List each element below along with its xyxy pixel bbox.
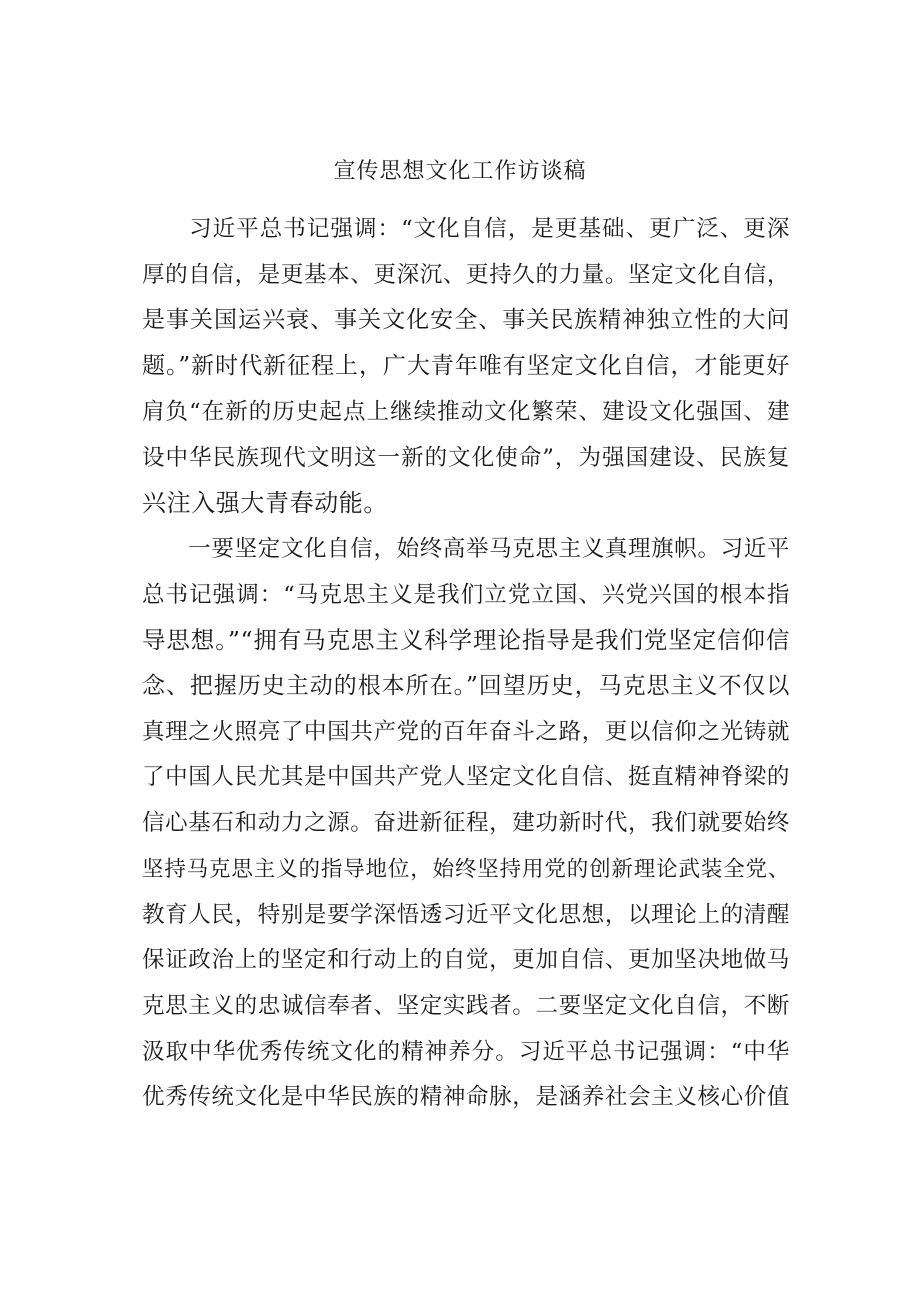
text-line: 总书记强调：“马克思主义是我们立党立国、兴党兴国的根本指 [142,581,790,608]
text-line: 一要坚定文化自信，始终高举马克思主义真理旗帜。习近平 [142,535,790,562]
text-line: 题。”新时代新征程上，广大青年唯有坚定文化自信，才能更好 [142,353,790,380]
text-line: 兴注入强大青春动能。 [142,489,388,518]
text-line: 导思想。”“拥有马克思主义科学理论指导是我们党坚定信仰信 [142,626,790,655]
text-line: 设中华民族现代文明这一新的文化使命”，为强国建设、民族复 [142,444,790,471]
text-line: 了中国人民尤其是中国共产党人坚定文化自信、挺直精神脊梁的 [142,764,790,791]
paragraph-2 [142,527,790,1121]
paragraph-1 [142,207,790,527]
text-line: 汲取中华优秀传统文化的精神养分。习近平总书记强调：“中华 [142,1038,790,1065]
text-line: 念、把握历史主动的根本所在。”回望历史，马克思主义不仅以 [142,673,790,700]
text-line: 教育人民，特别是要学深悟透习近平文化思想，以理论上的清醒 [142,901,790,928]
text-line: 是事关国运兴衰、事关文化安全、事关民族精神独立性的大问 [142,307,790,334]
text-line: 厚的自信，是更基本、更深沉、更持久的力量。坚定文化自信， [142,261,790,288]
text-line: 保证政治上的坚定和行动上的自觉，更加自信、更加坚决地做马 [142,947,790,974]
document-body [142,207,790,1121]
document-title: 宣传思想文化工作访谈稿 [333,159,587,184]
text-line: 信心基石和动力之源。奋进新征程，建功新时代，我们就要始终 [142,810,790,837]
text-line: 坚持马克思主义的指导地位，始终坚持用党的创新理论武装全党、 [142,856,790,882]
text-line: 克思主义的忠诚信奉者、坚定实践者。二要坚定文化自信，不断 [142,992,790,1019]
text-line: 真理之火照亮了中国共产党的百年奋斗之路，更以信仰之光铸就 [142,718,790,745]
text-line: 肩负“在新的历史起点上继续推动文化繁荣、建设文化强国、建 [142,398,790,425]
text-line: 习近平总书记强调：“文化自信，是更基础、更广泛、更深 [142,216,790,242]
text-line: 优秀传统文化是中华民族的精神命脉，是涵养社会主义核心价值 [142,1084,790,1111]
